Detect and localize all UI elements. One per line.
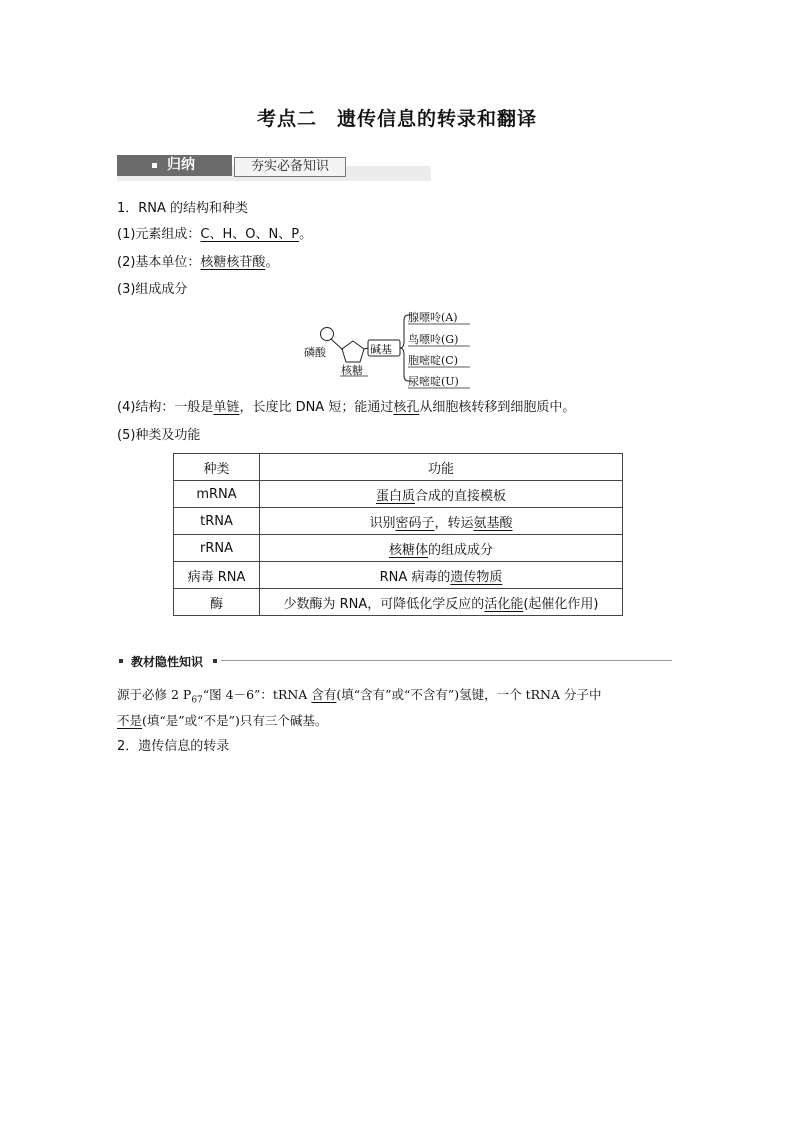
fn-text: (起催化作用)	[523, 596, 599, 612]
base-uracil: 尿嘧啶(U)	[408, 375, 459, 388]
p4-answer-2: 核孔	[393, 400, 420, 415]
banner-right-text: 夯实必备知识	[234, 157, 346, 177]
fn-text: RNA 病毒的	[379, 569, 451, 585]
row-function	[260, 589, 623, 616]
p1-prefix: (1)元素组成：	[117, 227, 201, 242]
page-title: 考点二 遗传信息的转录和翻译	[256, 108, 537, 130]
banner-label-dark	[117, 155, 232, 176]
hidden-l1-answer: 含有	[311, 687, 337, 702]
s1-p3: (3)组成成分	[117, 282, 188, 297]
table-row	[174, 589, 623, 616]
section-banner	[117, 155, 431, 181]
s1-p1	[117, 226, 312, 244]
base-cytosine: 胞嘧啶(C)	[408, 354, 458, 367]
hidden-knowledge-header	[117, 651, 672, 671]
banner-left-text: 归纳	[167, 157, 195, 173]
table-row	[174, 508, 623, 535]
p1-answer: C、H、O、N、P	[200, 227, 300, 242]
hidden-l1-mid: “图 4－6”：tRNA	[202, 687, 312, 702]
fn-answer: 蛋白质	[375, 488, 415, 504]
s1-p2	[117, 254, 278, 272]
fn-text: 少数酶为 RNA，可降低化学反应的	[283, 596, 485, 612]
s2-heading: 2．遗传信息的转录	[117, 739, 230, 754]
hidden-l2-suffix: (填“是”或“不是”)只有三个碱基。	[142, 713, 328, 728]
p1-suffix: 。	[299, 227, 313, 242]
row-type: tRNA	[174, 508, 260, 535]
hidden-l1-page: 67	[191, 695, 203, 706]
header-type: 种类	[174, 454, 260, 481]
p4-prefix: (4)结构：一般是	[117, 400, 214, 415]
table-header-row	[174, 454, 623, 481]
hidden-line-2	[117, 712, 327, 730]
row-function	[260, 562, 623, 589]
rna-types-table	[173, 453, 623, 616]
hidden-l2-answer: 不是	[117, 713, 143, 728]
row-type: 酶	[174, 589, 260, 616]
row-function	[260, 481, 623, 508]
row-function	[260, 535, 623, 562]
bullet-dot-icon	[213, 659, 217, 663]
header-function: 功能	[260, 454, 623, 481]
base-adenine: 腺嘌呤(A)	[408, 311, 458, 324]
s1-heading: 1．RNA 的结构和种类	[117, 201, 249, 216]
fn-answer: 密码子	[395, 515, 435, 531]
fn-text: 合成的直接模板	[415, 488, 507, 504]
fn-answer: 核糖体	[388, 542, 428, 558]
hidden-l1-prefix: 源于必修 2 P	[117, 687, 192, 702]
row-type: rRNA	[174, 535, 260, 562]
fn-text: 的组成成分	[428, 542, 494, 558]
fn-text: ，转运	[434, 515, 474, 531]
p4-middle: ，长度比 DNA 短；能通过	[239, 400, 394, 415]
p2-answer: 核糖核苷酸	[200, 255, 266, 270]
fn-answer: 遗传物质	[450, 569, 503, 585]
row-type: mRNA	[174, 481, 260, 508]
hidden-line-1	[117, 686, 602, 710]
square-bullet-icon	[152, 163, 157, 168]
sugar-label: 核糖	[341, 364, 363, 377]
p2-prefix: (2)基本单位：	[117, 255, 201, 270]
table-row	[174, 535, 623, 562]
header-rule	[221, 660, 672, 661]
nucleotide-diagram	[300, 305, 480, 390]
p4-suffix: 从细胞核转移到细胞质中。	[419, 400, 576, 415]
base-label: 碱基	[370, 343, 392, 356]
hidden-knowledge-title: 教材隐性知识	[131, 655, 204, 669]
base-guanine: 鸟嘌呤(G)	[408, 333, 459, 346]
p4-answer-1: 单链	[213, 400, 240, 415]
fn-text: 识别	[369, 515, 396, 531]
fn-answer: 活化能	[484, 596, 524, 612]
hidden-l1-suffix: (填“含有”或“不含有”)氢键，一个 tRNA 分子中	[336, 687, 602, 702]
row-function	[260, 508, 623, 535]
bullet-dot-icon	[119, 659, 123, 663]
fn-answer: 氨基酸	[473, 515, 513, 531]
phosphate-label: 磷酸	[304, 346, 326, 359]
table-row	[174, 481, 623, 508]
s1-p4	[117, 399, 575, 417]
table-row	[174, 562, 623, 589]
p2-suffix: 。	[265, 255, 279, 270]
row-type: 病毒 RNA	[174, 562, 260, 589]
s1-p5: (5)种类及功能	[117, 428, 201, 443]
